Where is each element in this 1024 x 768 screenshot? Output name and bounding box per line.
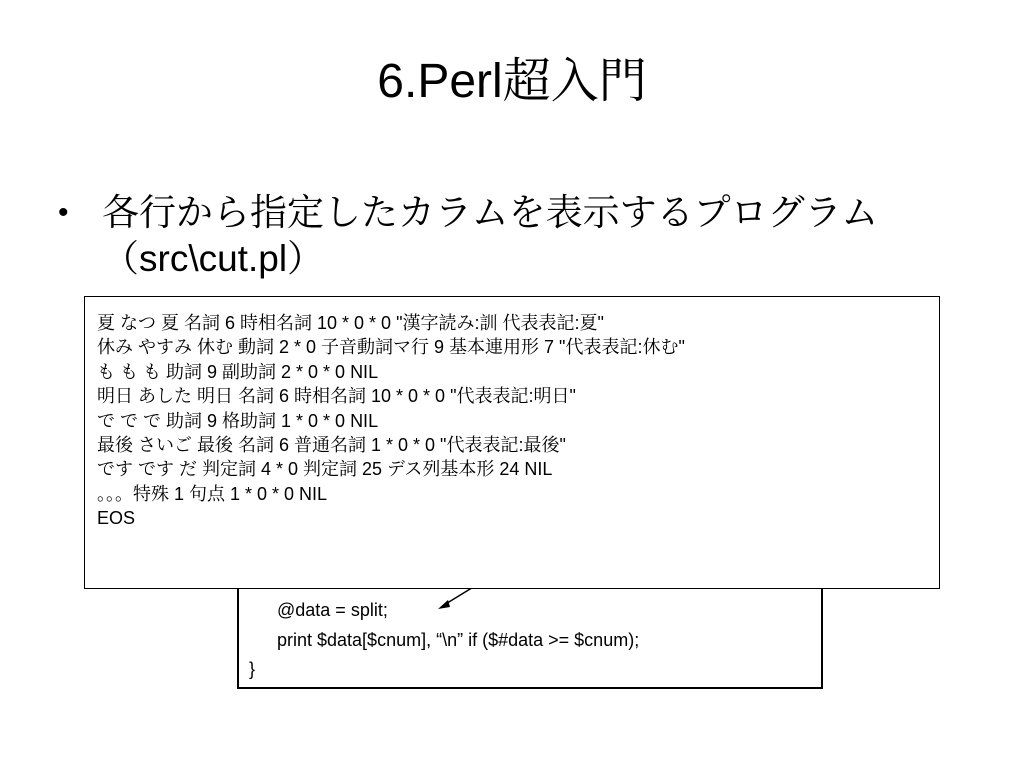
code-line-print: print $data[$cnum], “\n” if ($#data >= $cnum); xyxy=(277,630,640,650)
output-line: 最後 さいご 最後 名詞 6 普通名詞 1 * 0 * 0 "代表表記:最後" xyxy=(97,435,566,456)
slide-title: 6.Perl超入門 xyxy=(377,55,647,108)
output-line: 明日 あした 明日 名詞 6 時相名詞 10 * 0 * 0 "代表表記:明日" xyxy=(97,386,576,407)
output-line: 。。。特殊 1 句点 1 * 0 * 0 NIL xyxy=(97,483,328,504)
bullet-text xyxy=(102,190,1002,282)
output-box xyxy=(84,296,940,589)
output-line: EOS xyxy=(97,508,136,529)
bullet-line-1: 各行から指定したカラムを表示するプログラム xyxy=(102,192,879,233)
output-line: も も も 助詞 9 副助詞 2 * 0 * 0 NIL xyxy=(97,361,379,382)
code-box xyxy=(237,576,823,689)
output-line: 夏 なつ 夏 名詞 6 時相名詞 10 * 0 * 0 "漢字読み:訓 代表表記:夏" xyxy=(97,313,604,333)
code-line-split: @data = split; xyxy=(277,600,388,620)
bullet-marker: • xyxy=(58,196,69,229)
code-line-close-brace: } xyxy=(249,659,256,679)
output-line: です です だ 判定詞 4 * 0 判定詞 25 デス列基本形 24 NIL xyxy=(97,459,553,480)
bullet-line-2: （src\cut.pl） xyxy=(102,238,325,279)
output-line: 休み やすみ 休む 動詞 2 * 0 子音動詞マ行 9 基本連用形 7 "代表表記:休む" xyxy=(97,337,685,358)
output-line: で で で 助詞 9 格助詞 1 * 0 * 0 NIL xyxy=(97,410,379,431)
